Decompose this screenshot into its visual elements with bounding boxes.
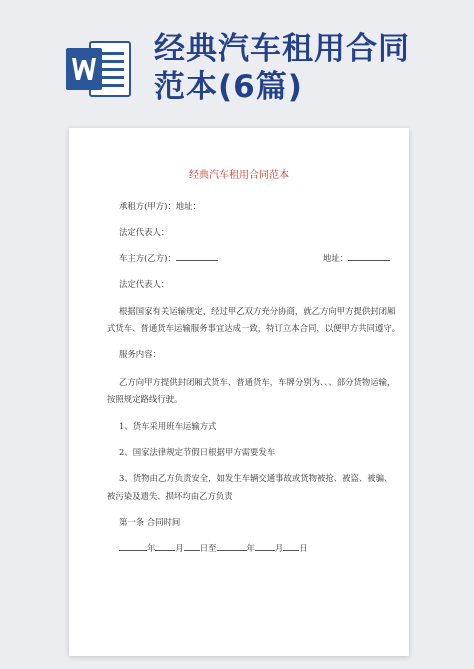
owner-label: 车主方(乙方)： [119, 253, 176, 263]
day2-blank [283, 542, 299, 551]
day1-to-label: 日至 [199, 543, 217, 553]
day2-label: 日 [299, 543, 308, 553]
year2-label: 年 [246, 543, 255, 553]
page-header [0, 0, 474, 120]
para2-line1: 乙方向甲方提供封闭厢式货车、普通货车，车牌分别为、、、部分货物运输， [119, 377, 396, 387]
owner-line [119, 252, 218, 264]
item3-line2: 被污染及遗失、损坏均由乙方负责 [107, 491, 233, 501]
lessee-line: 承租方(甲方)：地址： [119, 201, 201, 211]
month1-blank [155, 542, 175, 551]
rep2-line: 法定代表人： [119, 279, 170, 289]
rep1-line: 法定代表人： [119, 227, 170, 237]
owner-blank [176, 252, 218, 261]
owner-address-label: 地址： [323, 253, 349, 263]
article1-heading: 第一条 合同时间 [119, 517, 181, 527]
item3-line1: 3、货物由乙方负责安全，如发生车辆交通事故或货物被抢、被盗、被骗、 [119, 473, 393, 483]
month2-label: 月 [274, 543, 284, 553]
item1-line: 1、货车采用班车运输方式 [119, 421, 217, 431]
year2-blank [217, 542, 247, 551]
para1-line2: 式货车、普通货车运输服务事宜达成一致，特订立本合同，以便甲方共同遵守。 [107, 323, 401, 333]
month2-blank [255, 542, 275, 551]
page-title [154, 30, 410, 106]
para1-line1: 根据国家有关运输规定，经过甲乙双方充分协商，就乙方向甲方提供封闭厢 [119, 306, 396, 316]
item2-line: 2、国家法律规定节假日根据甲方需要发车 [119, 447, 276, 457]
year1-blank [119, 542, 147, 551]
page-title-line1: 经典汽车租用合同 [154, 31, 410, 67]
owner-address-line [323, 252, 390, 264]
service-heading: 服务内容： [119, 349, 161, 359]
day1-blank [184, 542, 200, 551]
document-preview [69, 128, 409, 656]
contract-date-line [119, 542, 308, 554]
year1-label: 年 [147, 543, 156, 553]
owner-address-blank [348, 252, 390, 261]
page-title-line2: 范本(6篇) [154, 69, 303, 105]
para2-line2: 按照规定路线行驶。 [107, 394, 183, 404]
month1-label: 月 [175, 543, 184, 553]
document-title: 经典汽车租用合同范本 [189, 170, 289, 181]
word-document-icon [64, 38, 132, 100]
